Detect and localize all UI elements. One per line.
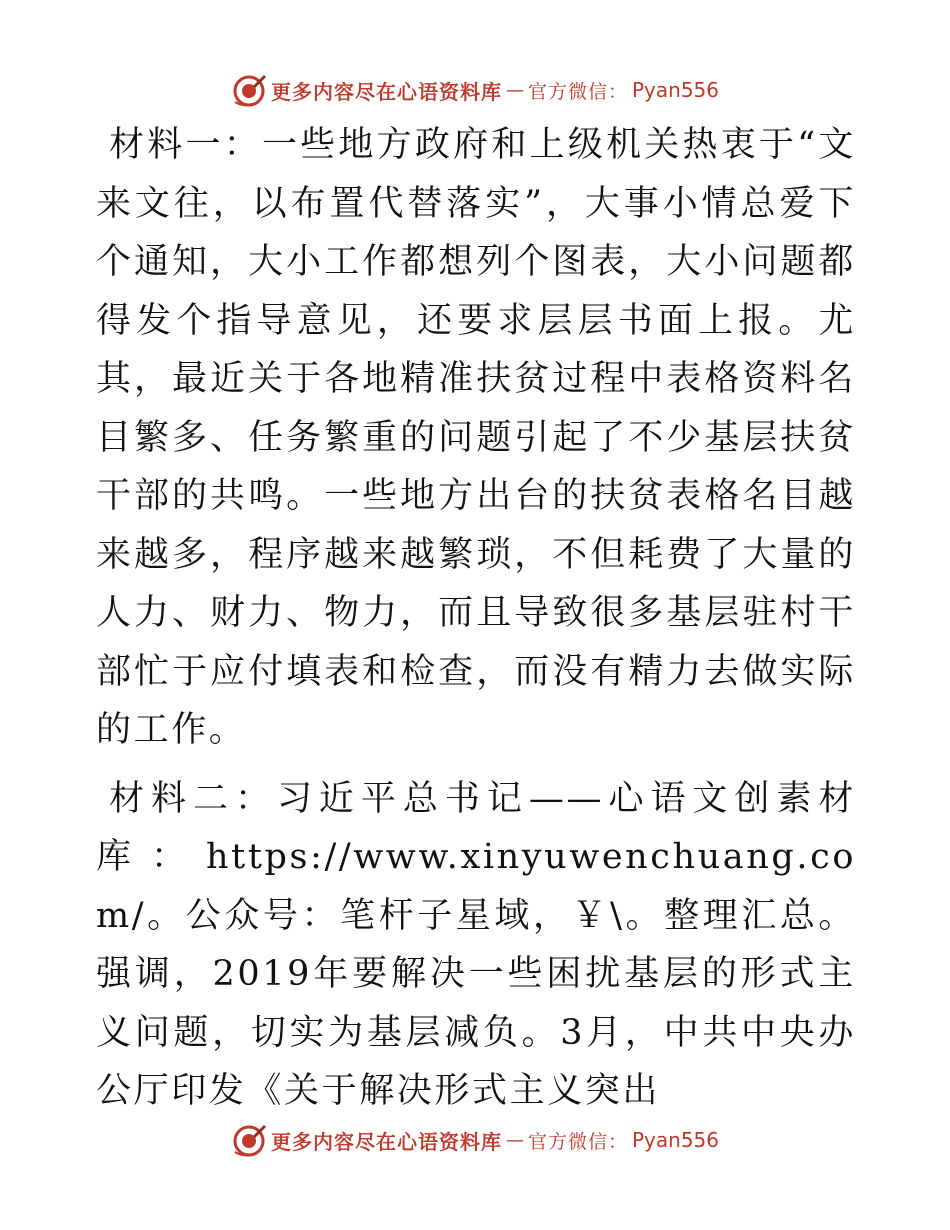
header-watermark xyxy=(0,70,950,110)
footer-account: Pyan556 xyxy=(632,1128,720,1152)
header-brand: 更多内容尽在心语资料库 xyxy=(270,79,502,104)
pen-logo-icon xyxy=(231,72,267,108)
document-body xyxy=(96,116,856,1121)
paragraph-material-one: 材料一：一些地方政府和上级机关热衷于“文来文往，以布置代替落实”，大事小情总爱下个通知，大小工作都想列个图表，大小问题都得发个指导意见，还要求层层书面上报。尤其，最近关于各地精准扶贫过程中表格资料名目繁多、任务繁重的问题引起了不少基层扶贫干部的共鸣。一些地方出台的扶贫表格名目越来越多，程序越来越繁琐，不但耗费了大量的人力、财力、物力，而且导致很多基层驻村干部忙于应付填表和检查，而没有精力去做实际的工作。 xyxy=(96,125,856,750)
footer-official: 官方微信： xyxy=(527,1130,628,1153)
header-account: Pyan556 xyxy=(632,78,720,102)
footer-brand: 更多内容尽在心语资料库 xyxy=(270,1129,502,1154)
header-official: 官方微信： xyxy=(527,80,628,103)
footer-dash: — xyxy=(505,1129,524,1151)
header-dash: — xyxy=(505,79,524,101)
footer-watermark xyxy=(0,1120,950,1160)
pen-logo-icon xyxy=(231,1122,267,1158)
paragraph-material-two: 材料二：习近平总书记——心语文创素材库：https://www.xinyuwenchuang.com/。公众号：笔杆子星域，￥\。整理汇总。强调，2019年要解决一些困扰基层的形式主义问题，切实为基层减负。3月，中共中央办公厅印发《关于解决形式主义突出 xyxy=(96,778,856,1111)
